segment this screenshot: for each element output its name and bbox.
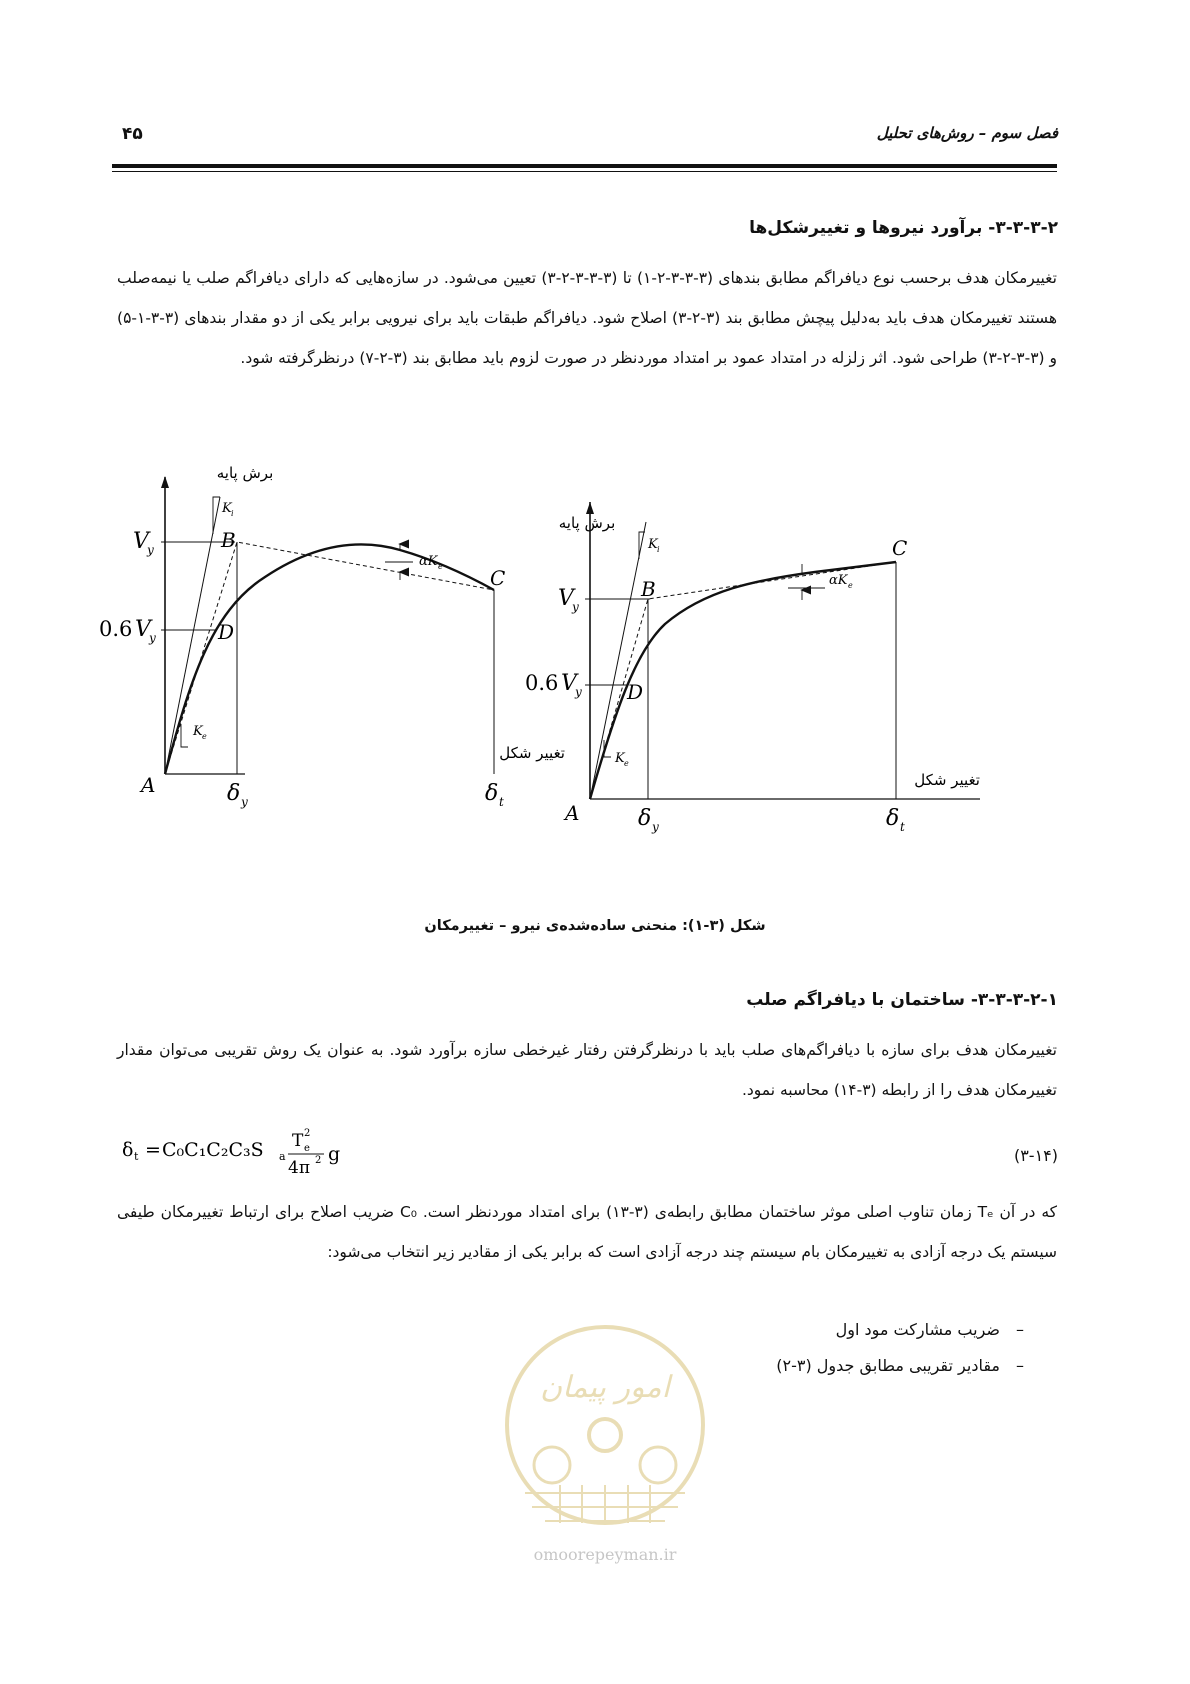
eq-equals: = — [145, 1139, 161, 1161]
eq-frac-den-sup: 2 — [315, 1155, 322, 1166]
header-rule — [112, 164, 1057, 168]
eq-frac-num-sub: e — [304, 1143, 310, 1154]
left-capacity-curve — [165, 544, 494, 774]
watermark-url: omoorepeyman.ir — [533, 1545, 677, 1564]
left-delta-y-sub: y — [241, 795, 248, 809]
page-number: ۴۵ — [122, 124, 143, 144]
right-ki-label: K — [648, 537, 658, 552]
left-point-d: D — [218, 620, 235, 644]
left-delta-t-sub: t — [499, 795, 504, 809]
right-y-arrow — [586, 502, 594, 514]
eq-rhs-sub: a — [279, 1150, 286, 1163]
eq-frac-den: 4π — [288, 1158, 310, 1178]
watermark-logo-text: امور پیمان — [540, 1370, 670, 1405]
left-ke-triangle — [181, 724, 188, 747]
left-point-c: C — [490, 566, 506, 590]
right-point-c: C — [892, 536, 908, 560]
left-point-b: B — [221, 528, 236, 552]
right-ki-sub: i — [657, 545, 660, 554]
right-y-axis-label: برش پایه — [558, 514, 616, 532]
equation-number: (۳-۱۴) — [1013, 1146, 1058, 1165]
right-delta-t-label: δ — [886, 806, 900, 831]
right-alphake-label: αK — [829, 573, 848, 588]
right-06vy-sub: y — [575, 685, 582, 699]
header-rule-thin — [112, 171, 1057, 172]
eq-lhs: δ — [122, 1139, 134, 1161]
right-vy-label: V — [558, 586, 574, 611]
right-delta-y-sub: y — [652, 820, 659, 834]
watermark-logo — [490, 1325, 720, 1570]
right-point-a: A — [565, 801, 580, 825]
figure-caption: شکل (۳-۱): منحنی ساده‌شده‌ی نیرو – تغییرمکان — [424, 918, 766, 934]
left-ke-label: K — [193, 724, 203, 739]
right-ki-triangle — [639, 532, 645, 559]
right-06-label: 0.6 — [525, 671, 559, 695]
left-06vy-label: V — [135, 617, 151, 642]
bullet-item: –مقادیر تقریبی مطابق جدول (۳-۲) — [776, 1356, 1024, 1375]
left-y-axis-label: برش پایه — [216, 464, 274, 482]
left-ki-label: K — [222, 501, 232, 516]
force-displacement-figure — [95, 452, 1085, 922]
equation-3-14 — [120, 1122, 380, 1178]
left-alphake-sub: e — [438, 562, 443, 571]
left-06-label: 0.6 — [99, 617, 133, 641]
left-delta-y-label: δ — [227, 781, 241, 806]
right-vy-sub: y — [572, 600, 579, 614]
left-x-axis-label: تغییر شکل — [499, 744, 565, 762]
section-paragraph-1: تغییرمکان هدف برحسب نوع دیافراگم مطابق بندهای (۳-۳-۳-۲-۱) تا (۳-۳-۳-۲-۳) تعیین می‌شود. در سازه‌هایی که دارای دیافراگم صلب یا نیمه‌صلب هستند تغییرمکان هدف باید به‌دلیل پیچش مطابق بند (۳-۲-۳) اصلاح شود. دیافراگم طبقات باید برای نیرویی برابر یکی از دو مقدار بندهای (۳-۳-۱-۵) و (۳-۳-۲-۳) طراحی شود. اثر زلزله در امتداد عمود بر امتداد موردنظر در صورت لزوم باید مطابق بند (۳-۲-۷) درنظرگرفته شود. — [117, 269, 1057, 367]
eq-frac-num: T — [292, 1131, 304, 1151]
right-delta-t-sub: t — [900, 820, 905, 834]
bullet-text: ضریب مشارکت مود اول — [835, 1320, 1000, 1339]
eq-lhs-sub: t — [134, 1150, 139, 1163]
left-ke-sub: e — [202, 732, 207, 741]
right-point-b: B — [641, 577, 656, 601]
right-chart — [525, 502, 980, 834]
left-vy-sub: y — [147, 543, 154, 557]
left-delta-t-label: δ — [485, 781, 499, 806]
right-ke-sub: e — [624, 759, 629, 768]
right-06vy-label: V — [561, 671, 577, 696]
right-delta-y-label: δ — [638, 806, 652, 831]
right-point-d: D — [627, 680, 644, 704]
right-ke-label: K — [615, 751, 625, 766]
section-heading-3-3-3-2-1: ۳-۳-۳-۲-۱- ساختمان با دیافراگم صلب — [746, 990, 1058, 1010]
section-heading-3-3-3-2: ۳-۳-۳-۲- برآورد نیروها و تغییرشکل‌ها — [749, 218, 1058, 238]
chapter-title: فصل سوم – روش‌های تحلیل — [876, 124, 1058, 142]
left-06vy-sub: y — [149, 631, 156, 645]
left-alphake-label: αK — [419, 554, 438, 569]
bullet-text: مقادیر تقریبی مطابق جدول (۳-۲) — [776, 1356, 1000, 1375]
left-ki-sub: i — [231, 509, 234, 518]
left-vy-label: V — [133, 529, 149, 554]
right-alphake-sub: e — [848, 581, 853, 590]
left-y-arrow — [161, 476, 169, 488]
section-paragraph-3: که در آن Tₑ زمان تناوب اصلی موثر ساختمان مطابق رابطه‌ی (۳-۱۳) برای امتداد موردنظر است. C₀ ضریب اصلاح برای ارتباط تغییرمکان طیفی سیستم یک درجه آزادی به تغییرمکان بام سیستم چند درجه آزادی است که برابر یکی از مقادیر زیر انتخاب می‌شود: — [117, 1203, 1058, 1261]
left-point-a: A — [141, 773, 156, 797]
eq-tail: g — [328, 1143, 341, 1165]
left-chart — [99, 464, 565, 809]
eq-frac-num-sup: 2 — [304, 1128, 311, 1139]
left-idealized-curve — [165, 542, 494, 774]
eq-rhs-terms: C₀C₁C₂C₃S — [162, 1139, 264, 1161]
bullet-item: –ضریب مشارکت مود اول — [835, 1320, 1024, 1339]
section-paragraph-2: تغییرمکان هدف برای سازه با دیافراگم‌های صلب باید با درنظرگرفتن رفتار غیرخطی سازه برآورد شود. به عنوان یک روش تقریبی می‌توان مقدار تغییرمکان هدف را از رابطه (۳-۱۴) محاسبه نمود. — [117, 1041, 1057, 1099]
right-x-axis-label: تغییر شکل — [914, 771, 980, 789]
